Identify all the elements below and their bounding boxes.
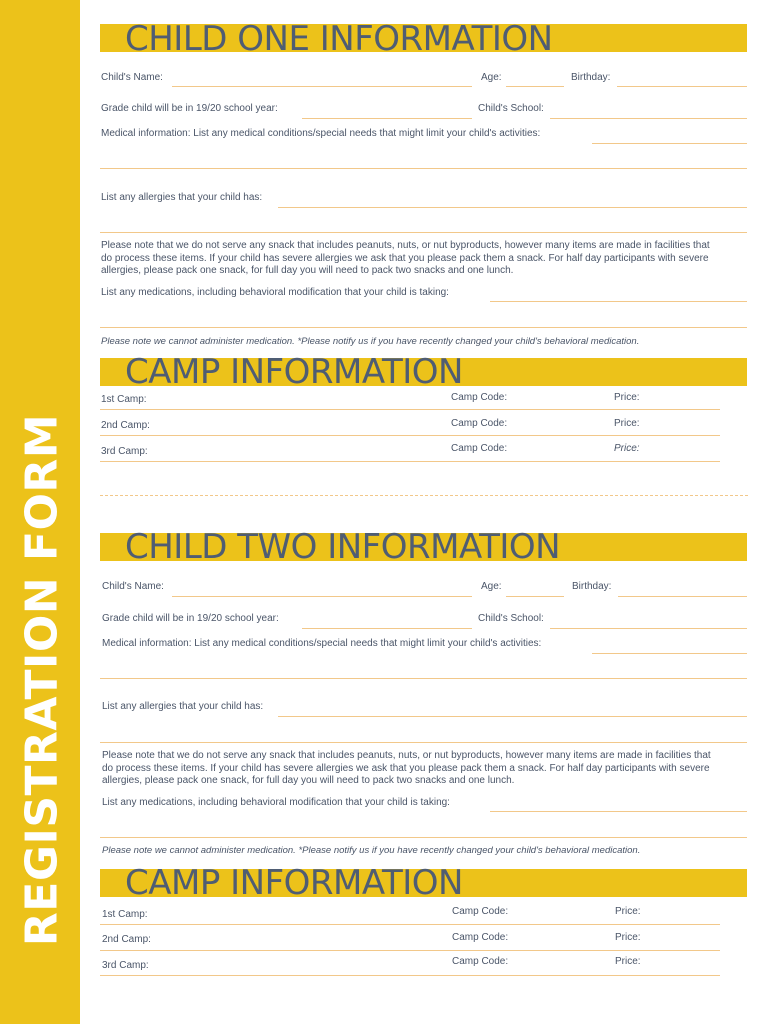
medication-note: Please note we cannot administer medication. *Please notify us if you have recently changed your child's behavioral medication. <box>101 336 640 347</box>
snack-note: Please note that we do not serve any snack that includes peanuts, nuts, or nut byproducts, however many items are made in facilities that do process these items. If your child has severe allergies we ask that you please pack them a snack. For half day participants with severe allergies, please pack one snack, for full day you will need to pack two snacks and one lunch. <box>101 240 710 276</box>
age-label: Age: <box>481 581 502 592</box>
medications-field-line-2[interactable] <box>100 327 747 328</box>
medical-field-line-2[interactable] <box>100 168 747 169</box>
camp-1-field[interactable] <box>100 409 720 410</box>
allergies-label: List any allergies that your child has: <box>101 192 263 203</box>
grade-field[interactable] <box>302 118 472 119</box>
birthday-label: Birthday: <box>571 72 611 83</box>
camp-2-label: 2nd Camp: <box>102 934 151 945</box>
camp-1-price-label: Price: <box>614 392 640 403</box>
allergies-field-line-2[interactable] <box>100 742 747 743</box>
camp-2-field[interactable] <box>100 950 720 951</box>
camp-1-field[interactable] <box>100 924 720 925</box>
school-field[interactable] <box>550 628 747 629</box>
camp-1-price-label: Price: <box>615 906 641 917</box>
medical-field[interactable] <box>592 143 747 144</box>
school-field[interactable] <box>550 118 747 119</box>
camp-2-label: 2nd Camp: <box>101 420 150 431</box>
sidebar <box>0 0 80 1024</box>
medications-field[interactable] <box>490 301 747 302</box>
camp-1-code-label: Camp Code: <box>451 392 508 403</box>
camp-2-price-label: Price: <box>614 418 640 429</box>
child-name-label: Child's Name: <box>101 72 163 83</box>
child-one-heading: CHILD ONE INFORMATION <box>125 19 553 59</box>
child-name-field[interactable] <box>172 86 472 87</box>
camp-one-heading: CAMP INFORMATION <box>125 352 463 392</box>
child-name-field[interactable] <box>172 596 472 597</box>
grade-field[interactable] <box>302 628 472 629</box>
allergies-field[interactable] <box>278 716 747 717</box>
medications-field[interactable] <box>490 811 747 812</box>
section-divider <box>100 495 748 496</box>
camp-2-price-label: Price: <box>615 932 641 943</box>
birthday-field[interactable] <box>618 596 747 597</box>
allergies-field[interactable] <box>278 207 747 208</box>
camp-2-field[interactable] <box>100 435 720 436</box>
medical-label: Medical information: List any medical conditions/special needs that might limit your child's activities: <box>102 638 542 649</box>
grade-label: Grade child will be in 19/20 school year: <box>102 613 279 624</box>
camp-3-label: 3rd Camp: <box>102 960 149 971</box>
age-field[interactable] <box>506 86 564 87</box>
child-two-heading: CHILD TWO INFORMATION <box>125 527 561 567</box>
camp-3-code-label: Camp Code: <box>451 443 508 454</box>
medications-label: List any medications, including behavioral modification that your child is taking: <box>101 287 449 298</box>
age-label: Age: <box>481 72 502 83</box>
camp-2-code-label: Camp Code: <box>452 932 509 943</box>
medication-note: Please note we cannot administer medication. *Please notify us if you have recently changed your child's behavioral medication. <box>102 845 641 856</box>
camp-3-field[interactable] <box>100 461 720 462</box>
school-label: Child's School: <box>478 103 544 114</box>
camp-3-field[interactable] <box>100 975 720 976</box>
camp-3-label: 3rd Camp: <box>101 446 148 457</box>
camp-two-heading: CAMP INFORMATION <box>125 863 463 903</box>
age-field[interactable] <box>506 596 564 597</box>
medications-label: List any medications, including behavioral modification that your child is taking: <box>102 797 450 808</box>
camp-2-code-label: Camp Code: <box>451 418 508 429</box>
form-title: REGISTRATION FORM <box>16 413 68 947</box>
camp-1-code-label: Camp Code: <box>452 906 509 917</box>
snack-note: Please note that we do not serve any snack that includes peanuts, nuts, or nut byproducts, however many items are made in facilities that do process these items. If your child has severe allergies we ask that you please pack them a snack. For half day participants with severe allergies, please pack one snack, for full day you will need to pack two snacks and one lunch. <box>102 750 711 786</box>
camp-1-label: 1st Camp: <box>101 394 147 405</box>
medications-field-line-2[interactable] <box>100 837 747 838</box>
birthday-label: Birthday: <box>572 581 612 592</box>
allergies-field-line-2[interactable] <box>100 232 747 233</box>
medical-label: Medical information: List any medical conditions/special needs that might limit your child's activities: <box>101 128 541 139</box>
camp-1-label: 1st Camp: <box>102 909 148 920</box>
camp-3-price-label: Price: <box>615 956 641 967</box>
child-name-label: Child's Name: <box>102 581 164 592</box>
medical-field[interactable] <box>592 653 747 654</box>
grade-label: Grade child will be in 19/20 school year: <box>101 103 278 114</box>
school-label: Child's School: <box>478 613 544 624</box>
medical-field-line-2[interactable] <box>100 678 747 679</box>
camp-3-price-label: Price: <box>614 443 640 454</box>
camp-3-code-label: Camp Code: <box>452 956 509 967</box>
allergies-label: List any allergies that your child has: <box>102 701 264 712</box>
birthday-field[interactable] <box>617 86 747 87</box>
